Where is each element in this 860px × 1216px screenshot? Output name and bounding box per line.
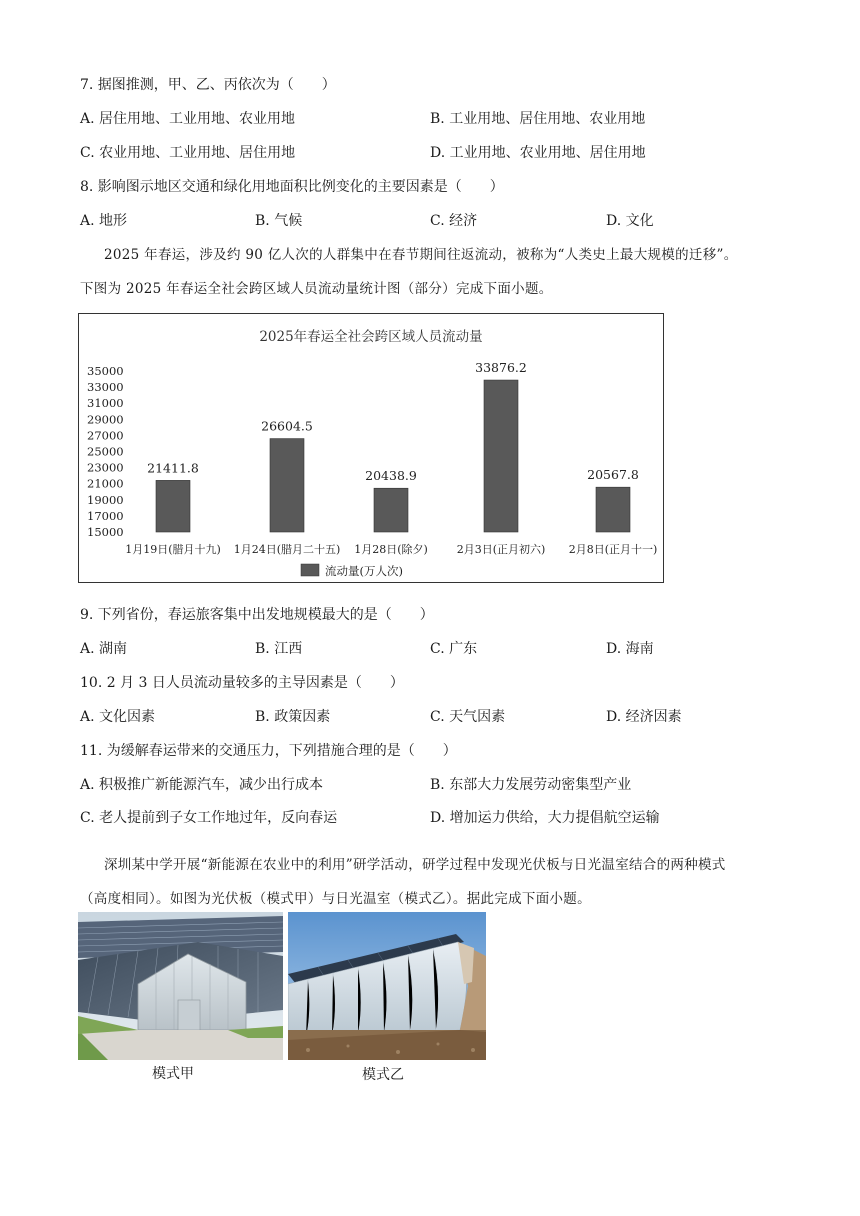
q10-option-a: A. 文化因素 <box>80 709 156 725</box>
caption-mode-b: 模式乙 <box>362 1067 404 1083</box>
y-tick-label: 29000 <box>87 412 124 427</box>
x-category-label: 1月24日(腊月二十五) <box>233 543 341 556</box>
q9-option-d: D. 海南 <box>606 641 654 657</box>
y-tick-label: 19000 <box>87 492 124 507</box>
q9-stem: 9. 下列省份，春运旅客集中出发地规模最大的是（ ） <box>80 607 434 623</box>
y-tick-label: 15000 <box>87 525 124 539</box>
x-category-label: 1月28日(除夕) <box>354 543 428 556</box>
photo-mode-b <box>288 912 486 1060</box>
q9-option-a: A. 湖南 <box>80 641 128 657</box>
solar-greenhouse-image <box>288 912 486 1060</box>
intro1-line2: 下图为 2025 年春运全社会跨区域人员流动量统计图（部分）完成下面小题。 <box>80 281 553 297</box>
y-tick-label: 21000 <box>87 476 124 491</box>
bar-value-label: 20567.8 <box>587 467 639 483</box>
bar-value-label: 21411.8 <box>147 460 199 476</box>
q11-option-c: C. 老人提前到子女工作地过年，反向春运 <box>80 810 338 826</box>
q8-stem: 8. 影响图示地区交通和绿化用地面积比例变化的主要因素是（ ） <box>80 179 504 195</box>
q8-option-a: A. 地形 <box>80 213 128 229</box>
y-tick-label: 25000 <box>87 444 124 459</box>
bar-value-label: 26604.5 <box>261 418 313 434</box>
q8-option-d: D. 文化 <box>606 213 654 229</box>
q11-option-d: D. 增加运力供给，大力提倡航空运输 <box>430 810 660 826</box>
q10-option-c: C. 天气因素 <box>430 709 506 725</box>
y-tick-label: 17000 <box>87 508 124 523</box>
bar-value-label: 33876.2 <box>475 360 527 376</box>
bar <box>484 380 518 532</box>
q8-option-c: C. 经济 <box>430 213 478 229</box>
y-tick-label: 27000 <box>87 428 124 443</box>
legend-label: 流动量(万人次) <box>325 564 403 578</box>
q7-option-c: C. 农业用地、工业用地、居住用地 <box>80 145 296 161</box>
photo-mode-a <box>78 912 283 1060</box>
intro2-line1: 深圳某中学开展“新能源在农业中的利用”研学活动，研学过程中发现光伏板与日光温室结合的两种模式 <box>104 857 726 873</box>
q7-option-b: B. 工业用地、居住用地、农业用地 <box>430 111 646 127</box>
legend-swatch <box>301 564 319 576</box>
q10-option-d: D. 经济因素 <box>606 709 682 725</box>
x-category-label: 2月8日(正月十一) <box>568 543 658 556</box>
q11-option-b: B. 东部大力发展劳动密集型产业 <box>430 777 632 793</box>
q9-option-b: B. 江西 <box>255 641 303 657</box>
y-tick-label: 31000 <box>87 396 124 411</box>
q11-stem: 11. 为缓解春运带来的交通压力，下列措施合理的是（ ） <box>80 743 457 759</box>
bar <box>596 487 630 532</box>
q7-option-d: D. 工业用地、农业用地、居住用地 <box>430 145 646 161</box>
x-category-label: 1月19日(腊月十九) <box>125 543 221 556</box>
y-tick-label: 33000 <box>87 380 124 395</box>
q10-stem: 10. 2 月 3 日人员流动量较多的主导因素是（ ） <box>80 675 404 691</box>
flow-chart-svg <box>79 314 663 582</box>
bar <box>374 488 408 532</box>
intro2-line2: （高度相同）。如图为光伏板（模式甲）与日光温室（模式乙）。据此完成下面小题。 <box>80 891 591 907</box>
bar-value-label: 20438.9 <box>365 468 417 484</box>
q7-stem: 7. 据图推测，甲、乙、丙依次为（ ） <box>80 77 336 93</box>
flow-chart <box>78 313 664 583</box>
x-category-label: 2月3日(正月初六) <box>456 543 546 556</box>
y-tick-label: 35000 <box>87 364 124 378</box>
bar <box>270 439 304 532</box>
intro1-line1: 2025 年春运，涉及约 90 亿人次的人群集中在春节期间往返流动，被称为“人类史上最大规模的迁移”。 <box>104 247 738 263</box>
q11-option-a: A. 积极推广新能源汽车，减少出行成本 <box>80 777 324 793</box>
y-tick-label: 23000 <box>87 460 124 475</box>
chart-title: 2025年春运全社会跨区域人员流动量 <box>259 329 483 345</box>
greenhouse-pv-panel-image <box>78 912 283 1060</box>
q7-option-a: A. 居住用地、工业用地、农业用地 <box>80 111 296 127</box>
q9-option-c: C. 广东 <box>430 641 478 657</box>
q8-option-b: B. 气候 <box>255 213 303 229</box>
q10-option-b: B. 政策因素 <box>255 709 331 725</box>
bar <box>156 480 190 532</box>
caption-mode-a: 模式甲 <box>152 1066 194 1082</box>
